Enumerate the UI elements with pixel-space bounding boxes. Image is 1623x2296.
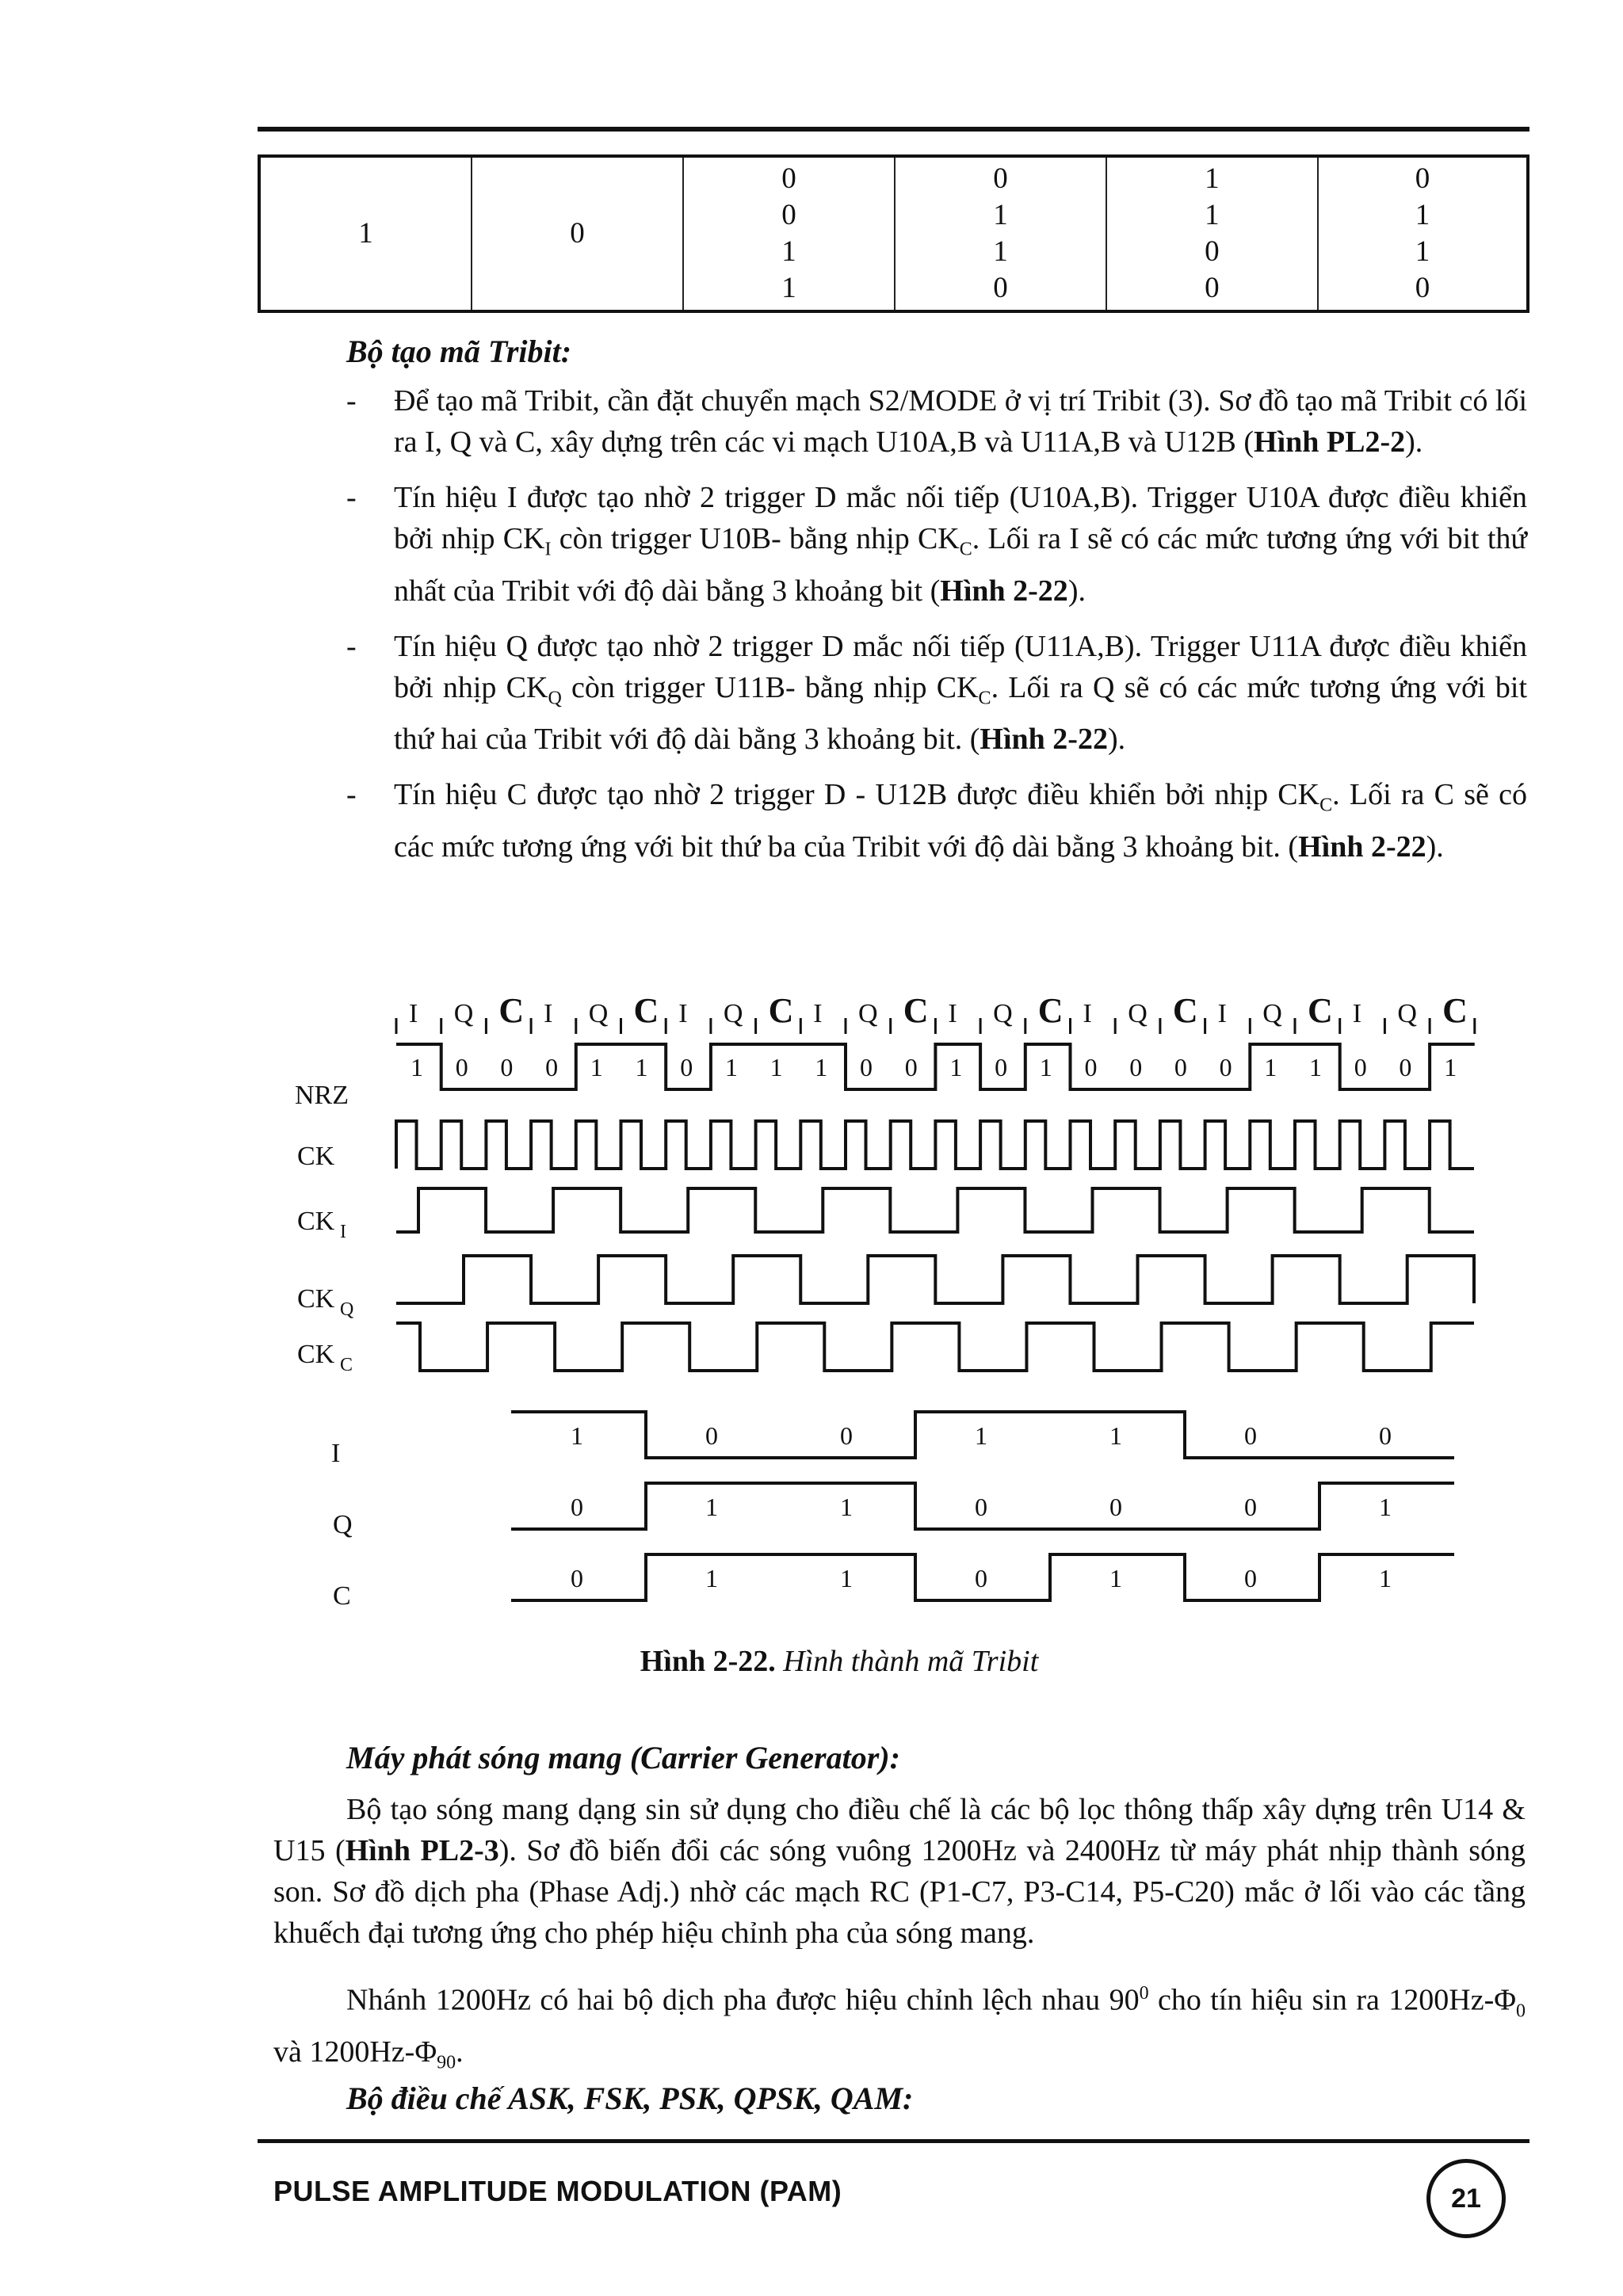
top-label-c: C <box>498 991 525 1030</box>
nrz-bit-label: 0 <box>545 1053 559 1081</box>
bullet-text-part: còn trigger U11B- bằng nhịp CK <box>561 670 979 704</box>
bullet-text-part: . Lối ra C sẽ có các mức tương ứng với bit thứ ba của Tribit với độ dài bằng 3 khoảng bit. ( <box>394 778 1528 864</box>
ckq-waveform <box>396 1256 1474 1303</box>
table-bit: 0 <box>1205 235 1220 268</box>
nrz-bit-label: 0 <box>1219 1053 1232 1081</box>
c-bit-label: 0 <box>1244 1564 1257 1592</box>
q-bit-label: 0 <box>571 1493 583 1521</box>
nrz-bit-label: 0 <box>1174 1053 1187 1081</box>
i-bit-label: 0 <box>1379 1421 1392 1450</box>
footer-title: PULSE AMPLITUDE MODULATION (PAM) <box>273 2175 842 2207</box>
c-bit-label: 1 <box>840 1564 853 1592</box>
c-bit-label: 1 <box>1379 1564 1392 1592</box>
bullet-text-part: . Lối ra I sẽ có các mức tương ứng với bit thứ nhất của Tribit với độ dài bằng 3 khoảng bit ( <box>394 522 1528 608</box>
bullet-text-part: Hình PL2-2 <box>1254 425 1406 459</box>
i-bit-label: 0 <box>840 1421 853 1450</box>
bullet-dash: - <box>346 629 357 663</box>
table-bit: 1 <box>1205 199 1220 231</box>
nrz-bit-label: 0 <box>904 1053 918 1081</box>
nrz-bit-label: 0 <box>680 1053 693 1081</box>
top-label-q: Q <box>858 999 878 1028</box>
carrier-text-part: . <box>456 2035 464 2069</box>
table-bit: 1 <box>993 199 1008 231</box>
nrz-bit-label: 1 <box>1264 1053 1277 1081</box>
bullet-text-part: I <box>544 539 552 560</box>
top-label-i: I <box>1217 999 1227 1028</box>
top-label-c: C <box>1172 991 1198 1030</box>
carrier-text-part: 90 <box>437 2052 456 2073</box>
tribit-heading: Bộ tạo mã Tribit: <box>346 334 572 369</box>
bullet-text-part: ). <box>1405 425 1423 459</box>
top-label-q: Q <box>1128 999 1148 1028</box>
c-bit-label: 0 <box>571 1564 583 1592</box>
top-label-i: I <box>1352 999 1362 1028</box>
nrz-bit-label: 0 <box>1399 1053 1412 1081</box>
nrz-bit-label: 0 <box>1129 1053 1143 1081</box>
ckc-waveform <box>396 1323 1474 1371</box>
bullet-text-part: còn trigger U10B- bằng nhịp CK <box>551 522 960 555</box>
row-label-nrz: NRZ <box>295 1081 349 1110</box>
table-bit: 0 <box>781 162 796 195</box>
top-label-q: Q <box>453 999 474 1028</box>
row-label-q: Q <box>333 1510 353 1539</box>
nrz-bit-label: 1 <box>1309 1053 1322 1081</box>
top-label-c: C <box>903 991 929 1030</box>
ck-waveform <box>396 1121 1474 1169</box>
top-label-i: I <box>409 999 418 1028</box>
table-bit: 1 <box>781 272 796 304</box>
nrz-bit-label: 1 <box>815 1053 828 1081</box>
carrier-text-part: Bộ tạo sóng mang dạng sin sử dụng cho điều chế là các bộ lọc thông thấp xây dựng trên U14 & U15 ( <box>273 1793 1526 1867</box>
carrier-text-part: Hình PL2-3 <box>345 1834 499 1867</box>
row-label-ckc-sub: C <box>340 1355 353 1375</box>
caption-text: Hình thành mã Tribit <box>783 1645 1039 1678</box>
nrz-bit-label: 1 <box>949 1053 963 1081</box>
carrier-text-part: 0 <box>1139 1983 1149 2004</box>
nrz-bit-label: 1 <box>590 1053 603 1081</box>
table-bit: 0 <box>1205 272 1220 304</box>
bullet-dash: - <box>346 778 357 812</box>
carrier-text-part: 0 <box>1516 2000 1526 2022</box>
table-bit: 0 <box>993 272 1008 304</box>
modulator-heading: Bộ điều chế ASK, FSK, PSK, QPSK, QAM: <box>346 2081 914 2116</box>
table-bit: 1 <box>1415 235 1430 268</box>
row-label-cki: CK <box>297 1207 335 1236</box>
bullet-dash: - <box>346 481 357 514</box>
bullet-text-part: Tín hiệu C được tạo nhờ 2 trigger D - U12B được điều khiển bởi nhịp CK <box>394 778 1320 812</box>
carrier-text-part: ). Sơ đồ biến đổi các sóng vuông 1200Hz và 2400Hz từ máy phát nhịp thành sóng son. Sơ đồ dịch pha (Phase Adj.) nhờ các mạch RC (P1-C7, P3-C14, P5-C20) mắc ở lối vào các tầng khuếch đại tương ứng cho phép hiệu chỉnh pha của sóng mang. <box>273 1834 1526 1950</box>
top-label-i: I <box>813 999 823 1028</box>
row-label-i: I <box>331 1439 341 1468</box>
caption-label: Hình 2-22. <box>640 1645 776 1678</box>
carrier-text-part: và 1200Hz-Φ <box>273 2035 437 2069</box>
table-bit: 0 <box>570 217 585 250</box>
top-label-i: I <box>678 999 688 1028</box>
row-label-ckq: CK <box>297 1284 335 1314</box>
row-label-c: C <box>333 1581 351 1611</box>
cki-waveform <box>396 1188 1474 1232</box>
table-bit: 1 <box>781 235 796 268</box>
top-label-i: I <box>1083 999 1092 1028</box>
c-bit-label: 1 <box>705 1564 718 1592</box>
bottom-rule <box>258 2139 1529 2143</box>
bullet-text-part: Hình 2-22 <box>980 723 1108 757</box>
nrz-bit-label: 1 <box>1039 1053 1052 1081</box>
c-bit-label: 1 <box>1109 1564 1122 1592</box>
bullet-text-part: C <box>959 539 972 560</box>
bullet-text-part: C <box>1319 795 1333 816</box>
bullet-text-part: Tín hiệu Q được tạo nhờ 2 trigger D mắc nối tiếp (U11A,B). Trigger U11A được điều khiển bởi nhịp CK <box>394 629 1527 704</box>
top-label-q: Q <box>1262 999 1282 1028</box>
bullet-text-part: C <box>978 688 991 709</box>
row-label-ckq-sub: Q <box>340 1299 354 1320</box>
top-label-i: I <box>544 999 553 1028</box>
bullet-text-part: Hình 2-22 <box>1298 830 1426 864</box>
i-bit-label: 1 <box>571 1421 583 1450</box>
table-bit: 1 <box>1205 162 1220 195</box>
top-label-c: C <box>1442 991 1468 1030</box>
top-label-c: C <box>1308 991 1333 1030</box>
top-label-q: Q <box>723 999 743 1028</box>
i-bit-label: 1 <box>975 1421 987 1450</box>
nrz-bit-label: 0 <box>500 1053 514 1081</box>
nrz-bit-label: 0 <box>1084 1053 1098 1081</box>
i-bit-label: 1 <box>1109 1421 1122 1450</box>
nrz-bit-label: 0 <box>860 1053 873 1081</box>
nrz-bit-label: 1 <box>411 1053 423 1081</box>
page-number: 21 <box>1426 2159 1506 2238</box>
top-label-q: Q <box>1397 999 1417 1028</box>
carrier-text-part: Nhánh 1200Hz có hai bộ dịch pha được hiệu chỉnh lệch nhau 90 <box>346 1983 1140 2017</box>
q-bit-label: 0 <box>1109 1493 1122 1521</box>
nrz-bit-label: 0 <box>995 1053 1008 1081</box>
nrz-bit-label: 1 <box>1444 1053 1457 1081</box>
bullet-text-part: ). <box>1426 830 1444 864</box>
carrier-paragraph-1 <box>273 1789 1526 1954</box>
top-label-c: C <box>768 991 794 1030</box>
top-label-q: Q <box>993 999 1013 1028</box>
carrier-heading: Máy phát sóng mang (Carrier Generator): <box>346 1740 900 1775</box>
bullet-text-part: Để tạo mã Tribit, cần đặt chuyển mạch S2/MODE ở vị trí Tribit (3). Sơ đồ tạo mã Tribit có lối ra I, Q và C, xây dựng trên các vi mạch U10A,B và U11A,B và U12B ( <box>394 384 1527 459</box>
table-bit: 0 <box>1415 162 1430 195</box>
i-bit-label: 0 <box>705 1421 718 1450</box>
q-bit-label: 1 <box>1379 1493 1392 1521</box>
bullet-text-part: Hình 2-22 <box>940 574 1068 608</box>
table-bit: 0 <box>781 199 796 231</box>
nrz-bit-label: 1 <box>769 1053 783 1081</box>
nrz-bit-label: 1 <box>724 1053 738 1081</box>
row-label-cki-sub: I <box>340 1222 346 1242</box>
bullet-dash: - <box>346 384 357 418</box>
top-label-q: Q <box>588 999 609 1028</box>
table-bit: 0 <box>993 162 1008 195</box>
top-label-c: C <box>633 991 659 1030</box>
c-bit-label: 0 <box>975 1564 987 1592</box>
top-label-c: C <box>1037 991 1064 1030</box>
table-bit: 1 <box>993 235 1008 268</box>
q-bit-label: 0 <box>975 1493 987 1521</box>
q-bit-label: 1 <box>840 1493 853 1521</box>
row-label-ck: CK <box>297 1142 335 1171</box>
bullet-text-part: Tín hiệu I được tạo nhờ 2 trigger D mắc nối tiếp (U10A,B). Trigger U10A được điều khiển bởi nhịp CK <box>394 481 1527 555</box>
nrz-bit-label: 1 <box>635 1053 648 1081</box>
bullet-text-part: . Lối ra Q sẽ có các mức tương ứng với bit thứ hai của Tribit với độ dài bằng 3 khoảng bit. ( <box>394 670 1528 757</box>
carrier-text-part: cho tín hiệu sin ra 1200Hz-Φ <box>1148 1983 1516 2017</box>
bullet-text-part: ). <box>1107 723 1126 757</box>
carrier-paragraph-2 <box>273 1973 1526 2084</box>
i-bit-label: 0 <box>1244 1421 1257 1450</box>
q-bit-label: 0 <box>1244 1493 1257 1521</box>
row-label-ckc: CK <box>297 1340 335 1369</box>
top-label-i: I <box>948 999 957 1028</box>
nrz-bit-label: 0 <box>1354 1053 1367 1081</box>
nrz-bit-label: 0 <box>455 1053 468 1081</box>
table-bit: 0 <box>1415 272 1430 304</box>
figure-caption <box>0 1644 1623 1679</box>
table-bit: 1 <box>1415 199 1430 231</box>
q-bit-label: 1 <box>705 1493 718 1521</box>
bullet-text-part: Q <box>548 688 562 709</box>
bullet-text-part: ). <box>1067 574 1086 608</box>
table-bit: 1 <box>358 217 373 250</box>
